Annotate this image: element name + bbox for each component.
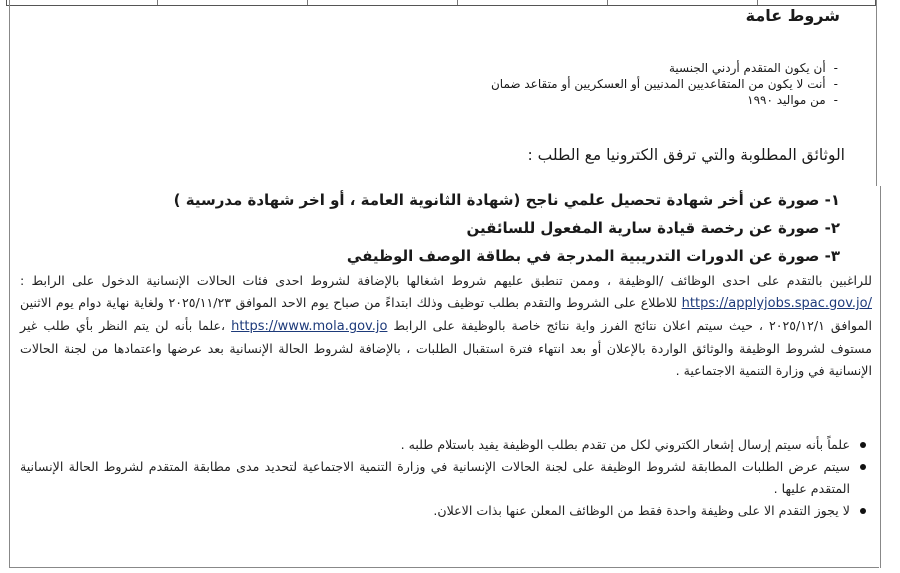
general-conditions-list (491, 60, 840, 108)
list-item: ١- صورة عن أخر شهادة تحصيل علمي ناجح (شهادة الثانوية العامة ، أو اخر شهادة مدرسية ) (173, 191, 840, 209)
list-item: -أن يكون المتقدم أردني الجنسية (668, 61, 838, 75)
list-item: علماً بأنه سيتم إرسال إشعار الكتروني لكل من تقدم بطلب الوظيفة يفيد باستلام طلبه . (20, 434, 872, 456)
frame-border (9, 567, 879, 568)
bullet-icon (860, 442, 866, 448)
list-item: ٢- صورة عن رخصة قيادة سارية المفعول للسائقين (466, 219, 840, 237)
list-item: -أنت لا يكون من المتقاعديين المدنيين أو العسكريين أو متقاعد ضمان (490, 77, 838, 91)
documents-title: الوثائق المطلوبة والتي ترفق الكترونيا مع الطلب : (527, 146, 845, 164)
paragraph-text: للراغبين بالتقدم على احدى الوظائف /الوظيفة ، وممن تنطبق عليهم شروط اشغالها بالإضافة لشروط احدى فئات الحالات الإنسانية الدخول على الرابط : (20, 273, 872, 288)
bullet-icon (860, 508, 866, 514)
frame-border (876, 0, 877, 186)
list-item: سيتم عرض الطلبات المطابقة لشروط الوظيفة على لجنة الحالات الإنسانية في وزارة التنمية الاجتماعية لتحديد مدى مطابقة المتقدم لشروط الحالة الإنسانية المتقدم عليها . (20, 456, 872, 500)
paragraph-text: ،علما بأنه لن يتم النظر بأي طلب غير مستوف لشروط الوظيفة والوثائق الواردة بالإعلان أو بعد انتهاء فترة استقبال الطلبات ، بالإضافة لشروط الحالة الإنسانية بعد عرضها واعتمادها من لجنة الحالات الإنسانية في وزارة التنمية الاجتماعية . (20, 318, 872, 378)
results-link[interactable]: https://www.mola.gov.jo (231, 319, 388, 334)
general-conditions-title: شروط عامة (745, 6, 840, 25)
list-item: لا يجوز التقدم الا على وظيفة واحدة فقط من الوظائف المعلن عنها بذات الاعلان. (20, 500, 872, 522)
documents-list (174, 186, 840, 270)
notes-list (20, 434, 872, 522)
list-item: ٣- صورة عن الدورات التدريبية المدرجة في بطاقة الوصف الوظيفي (346, 247, 840, 265)
application-paragraph (20, 270, 872, 382)
paragraph-text: للاطلاع على الشروط والتقدم بطلب توظيف وذلك ابتداءً من صباح يوم الاحد الموافق ٢٠٢٥/١١/٢٣ ولغاية نهاية دوام يوم الاثنين الموافق ٢٠٢٥/١٢/١ ، حيث سيتم اعلان نتائج الفرز واية نتائج خاصة بالوظيفة على الرابط (20, 295, 872, 333)
apply-link[interactable]: https://applyjobs.spac.gov.jo/ (681, 296, 872, 311)
frame-border (880, 186, 881, 568)
frame-border (9, 0, 10, 568)
bullet-icon (860, 464, 866, 470)
list-item: -من مواليد ١٩٩٠ (747, 93, 838, 107)
